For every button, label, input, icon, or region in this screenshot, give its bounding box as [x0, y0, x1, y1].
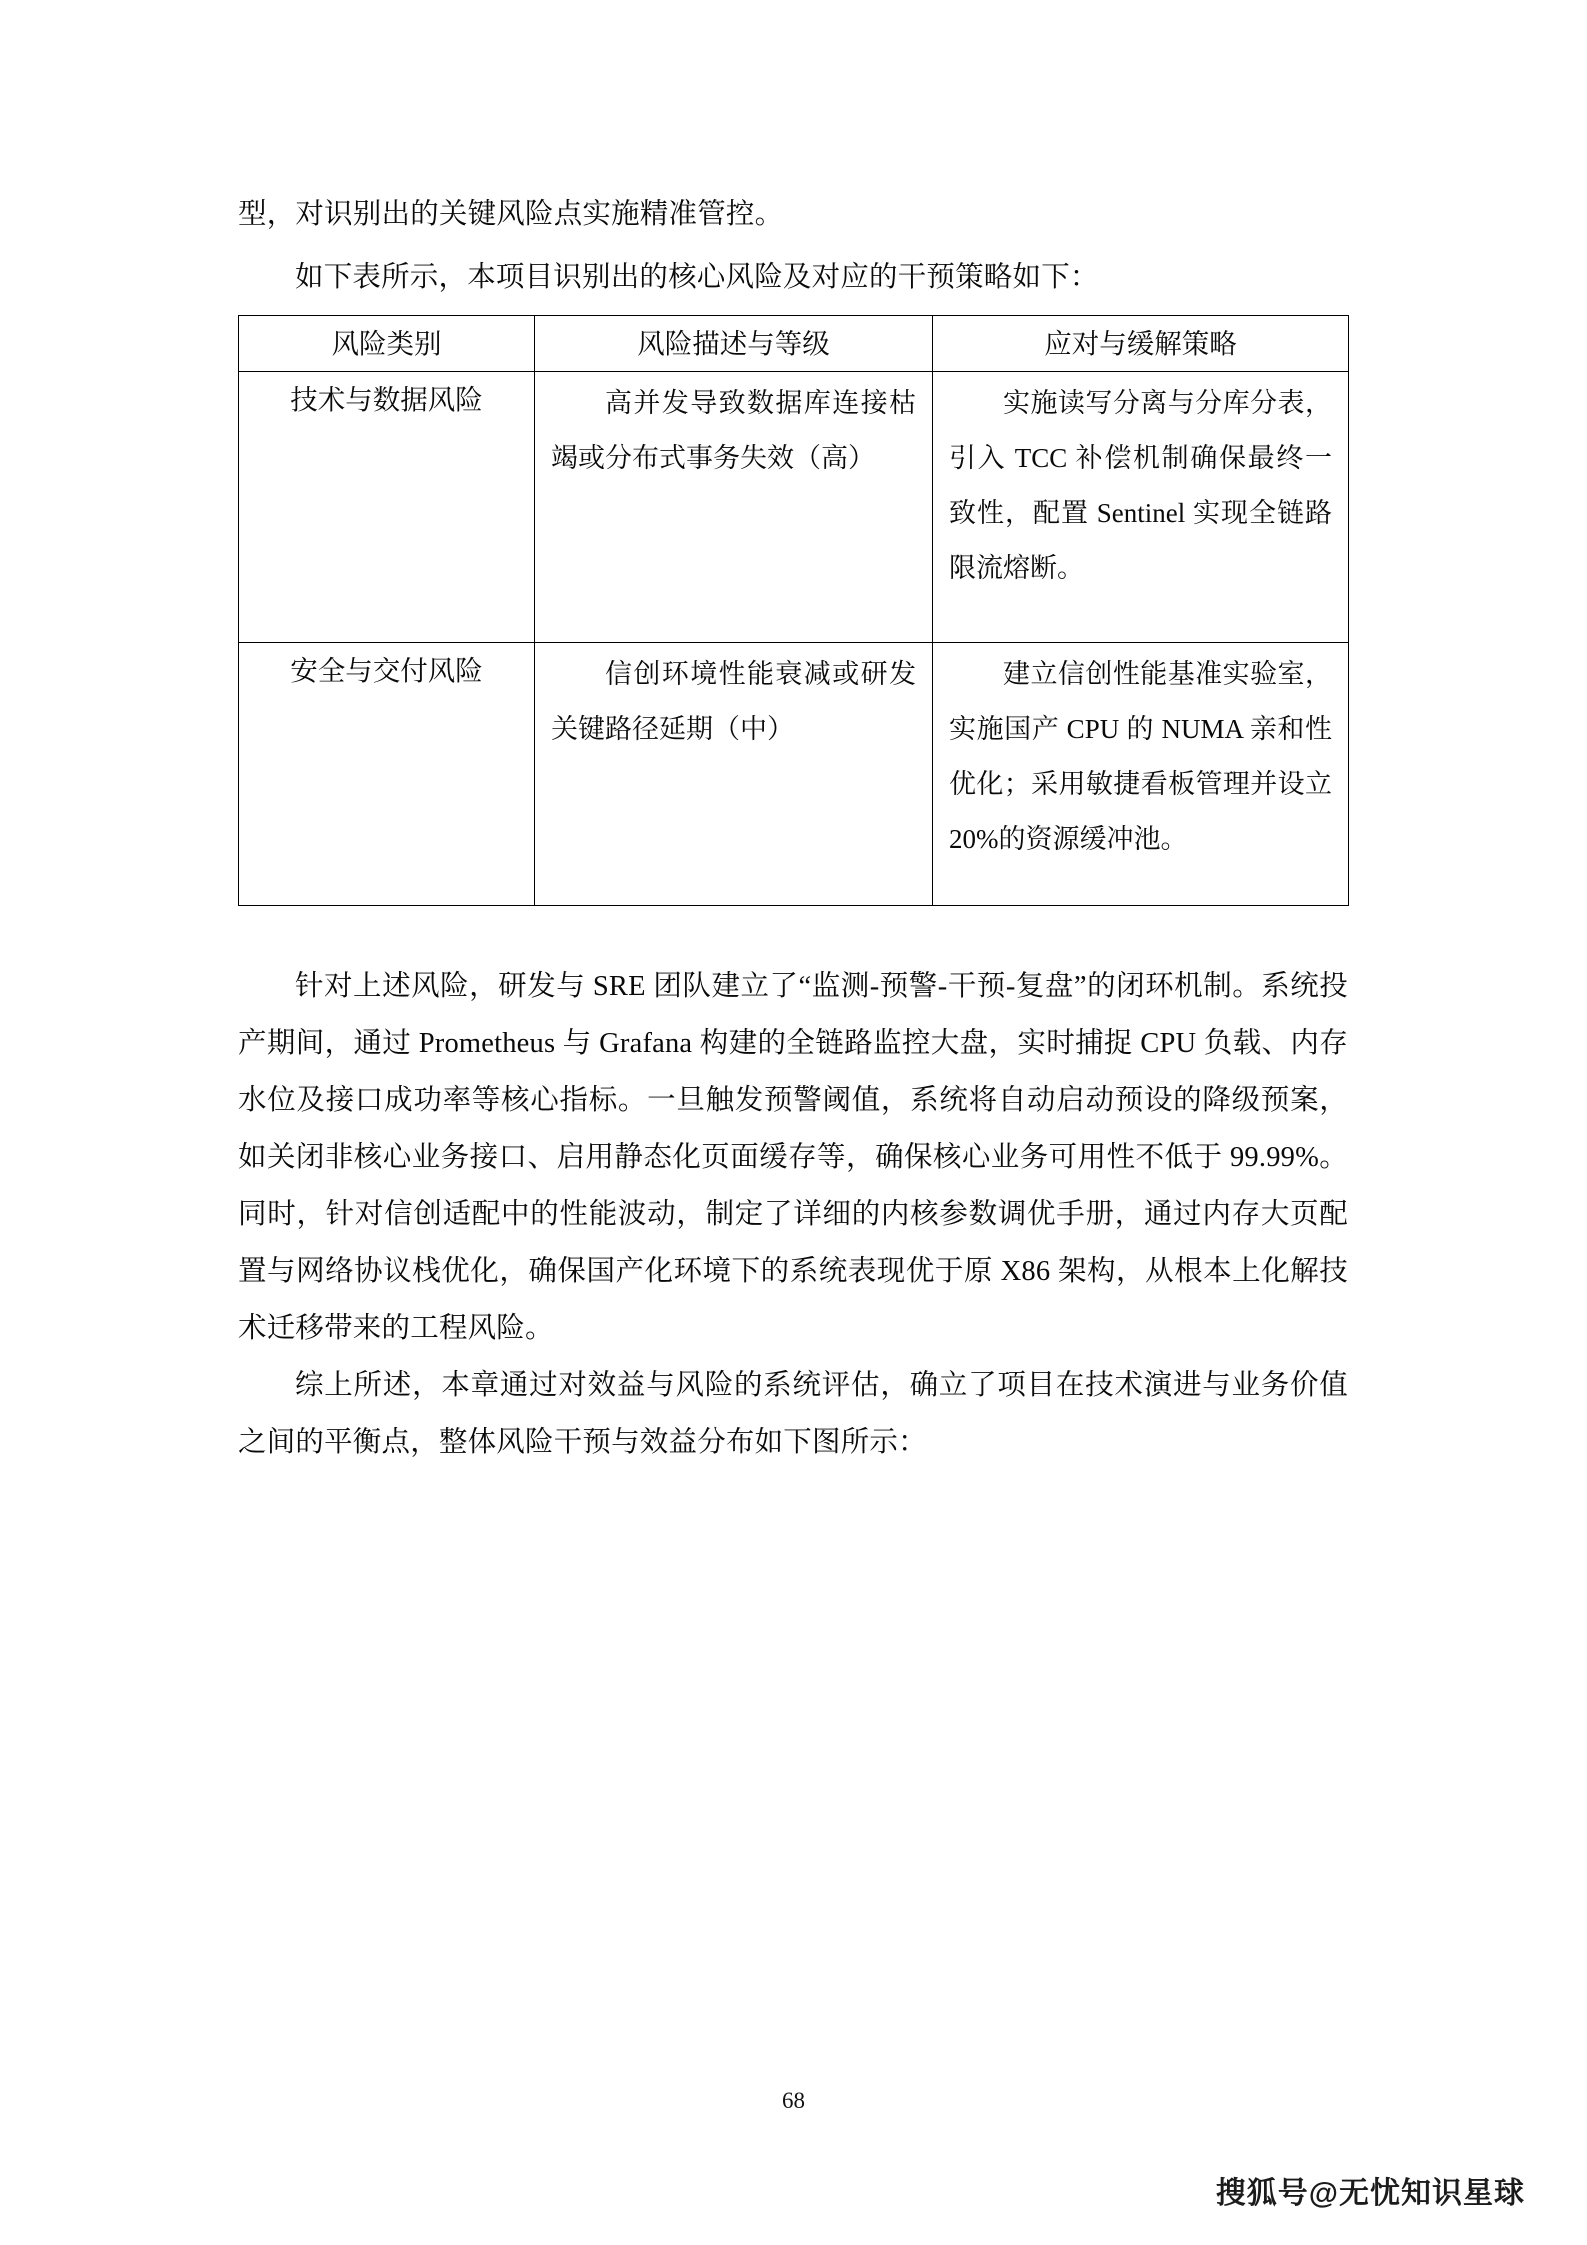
cell-risk-description	[535, 372, 933, 643]
spacer	[238, 306, 1348, 315]
paragraph-monitoring: 针对上述风险，研发与 SRE 团队建立了“监测-预警-干预-复盘”的闭环机制。系统投产期间，通过 Prometheus 与 Grafana 构建的全链路监控大盘，实时捕捉 CPU 负载、内存水位及接口成功率等核心指标。一旦触发预警阈值，系统将自动启动预设的降级预案，如关闭非核心业务接口、启用静态化页面缓存等，确保核心业务可用性不低于 99.99%。同时，针对信创适配中的性能波动，制定了详细的内核参数调优手册，通过内存大页配置与网络协议栈优化，确保国产化环境下的系统表现优于原 X86 架构，从根本上化解技术迁移带来的工程风险。	[238, 971, 1348, 1344]
table-row	[239, 643, 1349, 906]
table-header-row	[239, 316, 1349, 372]
cell-risk-category: 技术与数据风险	[239, 372, 535, 643]
table-header-risk-description: 风险描述与等级	[535, 316, 933, 372]
cell-mitigation-strategy	[933, 372, 1349, 643]
table-header-risk-category: 风险类别	[239, 316, 535, 372]
page-content	[238, 186, 1348, 1471]
paragraph-continued: 型，对识别出的关键风险点实施精准管控。	[238, 199, 784, 230]
cell-risk-category: 安全与交付风险	[239, 643, 535, 906]
table-row	[239, 372, 1349, 643]
cell-risk-description-text: 信创环境性能衰减或研发关键路径延期（中）	[551, 659, 916, 744]
risk-table	[238, 315, 1349, 906]
paragraph-summary: 综上所述，本章通过对效益与风险的系统评估，确立了项目在技术演进与业务价值之间的平衡点，整体风险干预与效益分布如下图所示：	[238, 1370, 1348, 1458]
table-header-mitigation-strategy: 应对与缓解策略	[933, 316, 1349, 372]
watermark: 搜狐号@无忧知识星球	[1215, 2177, 1525, 2210]
page-number: 68	[782, 2088, 805, 2113]
paragraph-table-intro: 如下表所示，本项目识别出的核心风险及对应的干预策略如下：	[295, 262, 1099, 293]
cell-risk-description-text: 高并发导致数据库连接枯竭或分布式事务失效（高）	[551, 388, 916, 473]
cell-risk-description	[535, 643, 933, 906]
cell-mitigation-strategy	[933, 643, 1349, 906]
cell-mitigation-strategy-text: 实施读写分离与分库分表，引入 TCC 补偿机制确保最终一致性，配置 Sentinel 实现全链路限流熔断。	[949, 388, 1332, 583]
spacer	[238, 906, 1348, 958]
cell-mitigation-strategy-text: 建立信创性能基准实验室，实施国产 CPU 的 NUMA 亲和性优化；采用敏捷看板管理并设立20%的资源缓冲池。	[949, 659, 1332, 854]
